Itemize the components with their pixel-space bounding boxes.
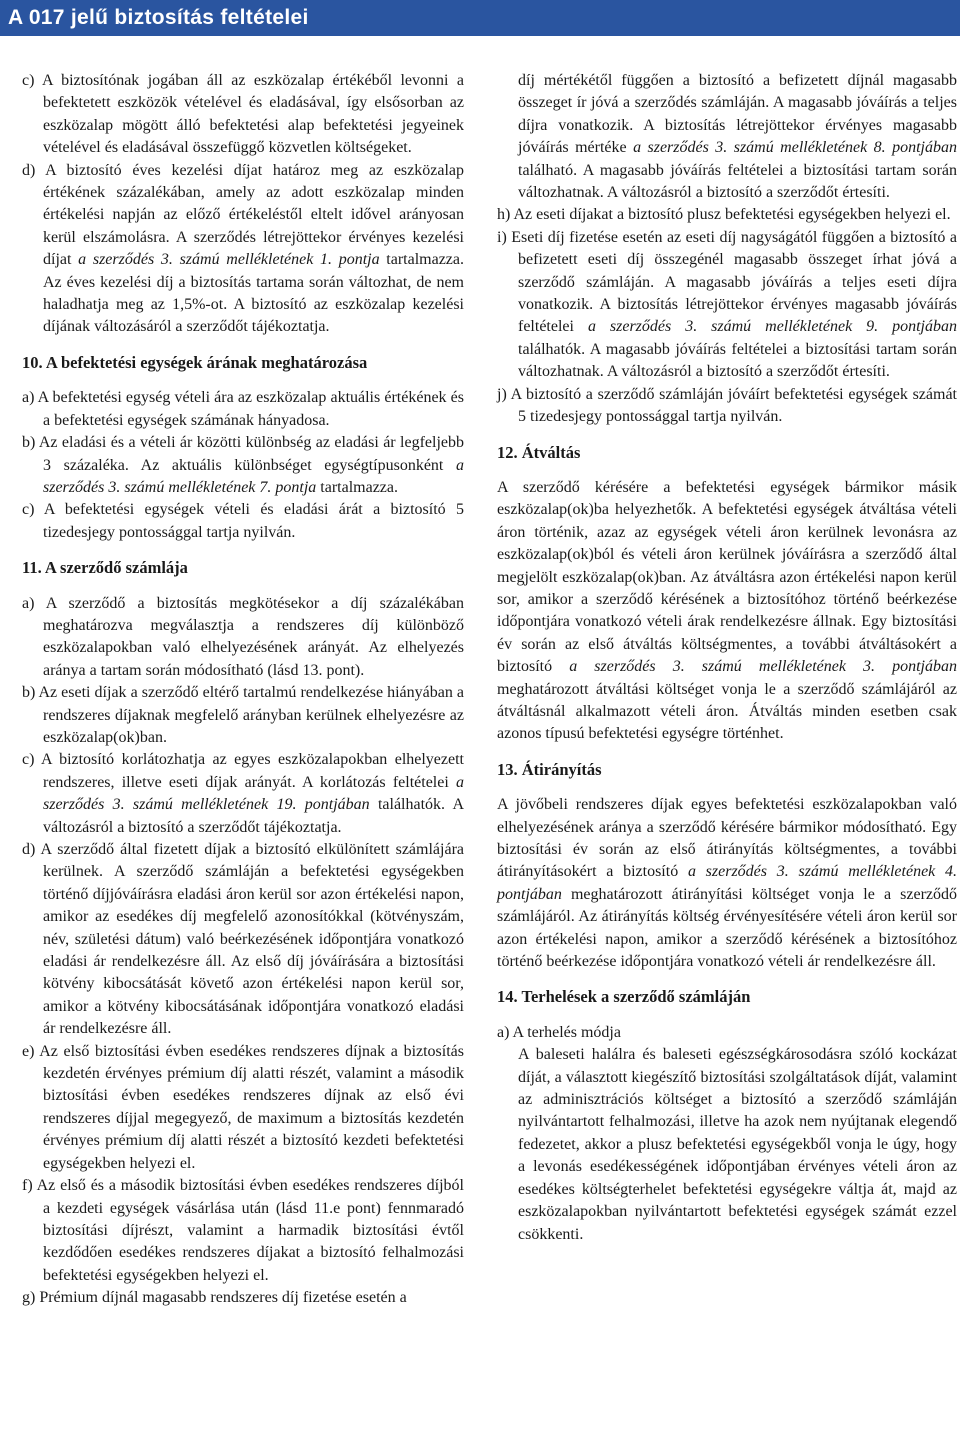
section-heading-13: 13. Átirányítás <box>497 759 602 779</box>
paragraph-11a: a) A szerződő a biztosítás megkötésekor a díj százalékában meghatározva megválasztja a rendszeres díj különböző eszközalapokban való elhelyezésének arányát. Az elhelyezés aránya a tartam során módosítható (lásd 13. pont). <box>22 594 464 679</box>
paragraph-11j: j) A biztosító a szerződő számláján jóváírt befektetési egységek számát 5 tizedesjegy pontossággal tartja nyilván. <box>497 385 957 426</box>
section-heading-12: 12. Átváltás <box>497 442 581 462</box>
section-heading-10: 10. A befektetési egységek árának meghatározása <box>22 352 368 372</box>
paragraph-11f: f) Az első és a második biztosítási évben esedékes rendszeres díjból a kezdeti egységek vásárlása után (lásd 11.e pont) fennmaradó biztosítási díjrészt, valamint a harmadik biztosítási évtől kezdődően esedékes rendszeres díjakat a biztosító felhalmozási befektetési egységekben helyezi el. <box>22 1177 464 1284</box>
header-bar <box>0 0 960 36</box>
paragraph-9c: c) A biztosítónak jogában áll az eszközalap értékéből levonni a befektetett eszközök vételével és eladásával, így elsősorban az eszközalap mögött álló befektetési alap befektetési jegyeinek vételével és eladásával összefüggő közvetlen költségeket. <box>22 72 464 157</box>
paragraph-11g-cont: díj mértékétől függően a biztosító a befizetett díjnál magasabb összeget ír jóvá a szerződés számláján. A magasabb jóváírás a teljes díjra vonatkozik. A biztosítás létrejöttekor érvényes magasabb jóváírás mértéke a szerződés 3. számú mellékletének 8. pontjában található. A magasabb jóváírás feltételei a biztosítási tartam során változhatnak. A változásról a biztosító a szerződőt értesíti. <box>518 72 958 202</box>
paragraph-13: A jövőbeli rendszeres díjak egyes befektetési eszközalapokban való elhelyezésének aránya a szerződő kérésére bármikor módosítható. Egy biztosítási év során az első átirányítás költségmentes, a további átirányításokért a biztosító a szerződés 3. számú mellékletének 4. pontjában meghatározott átirányítási költséget vonja le a szerződő számlájáról. Az átirányítás költség érvényesítésére vételi áron kerül sor azon értékelési napon, amikor a szerződő kérésének a biztosítóhoz történő beérkezése időpontjára vonatkozó vételi ár rendelkezésre áll. <box>497 796 957 971</box>
paragraph-11c: c) A biztosító korlátozhatja az egyes eszközalapokban elhelyezett rendszeres, illetve eseti díjak arányát. A korlátozás feltételei a szerződés 3. számú mellékletének 19. pontjában találhatók. A változásról a biztosító a szerződőt tájékoztatja. <box>22 751 465 836</box>
paragraph-11b: b) Az eseti díjak a szerződő eltérő tartalmú rendelkezése hiányában a rendszeres díjaknak megfelelő arányban kerülnek elhelyezésre az eszközalap(ok)ban. <box>22 684 464 746</box>
paragraph-11h: h) Az eseti díjakat a biztosító plusz befektetési egységekben helyezi el. <box>497 206 951 224</box>
reference-annex: a szerződés 3. számú mellékletének 7. pontja <box>43 456 464 496</box>
paragraph-10a: a) A befektetési egység vételi ára az eszközalap aktuális értékének és a befektetési egységek számának hányadosa. <box>22 389 464 429</box>
paragraph-10b: b) Az eladási és a vételi ár közötti különbség az eladási ár legfeljebb 3 százaléka. Az aktuális különbséget egységtípusonként a szerződés 3. számú mellékletének 7. pontja tartalmazza. <box>22 434 464 496</box>
reference-annex: a szerződés 3. számú mellékletének 1. pontja <box>78 251 380 269</box>
section-heading-14: 14. Terhelések a szerződő számláján <box>497 987 751 1007</box>
reference-annex: a szerződés 3. számú mellékletének 4. pontjában <box>497 863 957 903</box>
paragraph-14a: A baleseti halálra és baleseti egészségkárosodásra szóló kockázat díját, a választott kiegészítő biztosítási szolgáltatások díját, valamint az adminisztrációs költséget a biztosító a szerződő számláján nyilvántartott felhalmozási, illetve ha azok nem nyújtanak elegendő fedezetet, akkor a plusz befektetési egységekből vonja le úgy, hogy a levonás esedékességének időpontjában érvényes vételi áron az esedékes költségterhelet befektetési egységekre váltja át, majd az eszközalapokban nyilvántartott befektetési egységek számát ezzel csökkenti. <box>518 1046 957 1243</box>
paragraph-9d: d) A biztosító éves kezelési díjat határoz meg az eszközalap értékének százalékában, amely az adott eszközalap minden értékelési napján az előző értékeléstől eltelt idővel arányosan kerül elszámolásra. A szerződés létrejöttekor érvényes kezelési díjat a szerződés 3. számú mellékletének 1. pontja tartalmazza. Az éves kezelési díj a biztosítás tartama során változhat, de nem haladhatja meg az 1,5%-ot. A biztosító az eszközalap kezelési díjának változásáról a szerződőt tájékoztatja. <box>22 161 465 336</box>
left-column <box>22 70 464 1310</box>
reference-annex: a szerződés 3. számú mellékletének 8. pontjában <box>633 139 958 157</box>
reference-annex: a szerződés 3. számú mellékletének 9. pontjában <box>587 318 958 336</box>
page-title: A 017 jelű biztosítás feltételei <box>8 6 309 29</box>
paragraph-14a-title: a) A terhelés módja <box>497 1023 621 1041</box>
paragraph-10c: c) A befektetési egységek vételi és eladási árát a biztosító 5 tizedesjegy pontossággal tartja nyilván. <box>22 501 464 541</box>
paragraph-11g: g) Prémium díjnál magasabb rendszeres díj fizetése esetén a <box>22 1289 407 1307</box>
section-heading-11: 11. A szerződő számlája <box>22 558 188 578</box>
paragraph-11d: d) A szerződő által fizetett díjak a biztosító elkülönített számlájára kerülnek. A szerződő számláján a befektetési egységekben történő díjjóváírásra eladási áron kerül sor azon értékelési napon, amikor az esedékes díj megfelelő azonosítókkal (kötvényszám, név, születési dátum) való beérkezésének időpontjára vonatkozó eladási ár rendelkezésre áll. Az első díj jóváírására a biztosítási kötvény kibocsátását követő azon értékelési napon kerül sor, amikor a kötvény kibocsátásának időpontjára vonatkozó eladási ár rendelkezésre áll. <box>22 841 464 1038</box>
paragraph-12: A szerződő kérésére a befektetési egységek bármikor másik eszközalap(ok)ba helyezhetők. A befektetési egységek átváltása vételi áron történik, azaz az egységek vételi áron kerülnek levonásra az eszközalap(ok)ból és vételi áron kerülnek jóváírásra a szerződő által megjelölt eszközalap(ok)ban. Az átváltásra azon értékelési napon kerül sor, amikor a szerződő kérésének a biztosítóhoz történő beérkezése időpontjára vonatkozó vételi árak rendelkezésre állnak. Egy biztosítási év során az első átváltás költségmentes, a további átváltásokért a biztosító a szerződés 3. számú mellékletének 3. pontjában meghatározott átváltási költséget vonja le a szerződő számlájáról az átváltásnál alkalmazott vételi áron. Átváltás minden esetben csak azonos típusú befektetési egységre történhet. <box>497 478 958 743</box>
right-column <box>497 70 957 1246</box>
paragraph-11e: e) Az első biztosítási évben esedékes rendszeres díjnak a biztosítás kezdetén érvényes prémium díj alatti részét, valamint a második biztosítási évben esedékes rendszeres díjnak az első évi rendszeres díjjal megegyező, de maximum a biztosítás kezdetén érvényes prémium díj alatti részét a biztosító kezdeti befektetési egységekben helyezi el. <box>22 1042 464 1172</box>
reference-annex: a szerződés 3. számú mellékletének 3. pontjában <box>569 658 958 676</box>
paragraph-11i: i) Eseti díj fizetése esetén az eseti díj nagyságától függően a biztosító a befizetett eseti díj összegénél magasabb összeget írhat jóvá a szerződő számláján. A magasabb jóváírás a teljes eseti díjra vonatkozik. A biztosítás létrejöttekor érvényes magasabb jóváírás feltételei a szerződés 3. számú mellékletének 9. pontjában találhatók. A magasabb jóváírás feltételei a biztosítási tartam során változhatnak. A változásról a biztosító a szerződőt értesíti. <box>497 228 958 381</box>
reference-annex: a szerződés 3. számú mellékletének 19. pontjában <box>43 773 464 814</box>
